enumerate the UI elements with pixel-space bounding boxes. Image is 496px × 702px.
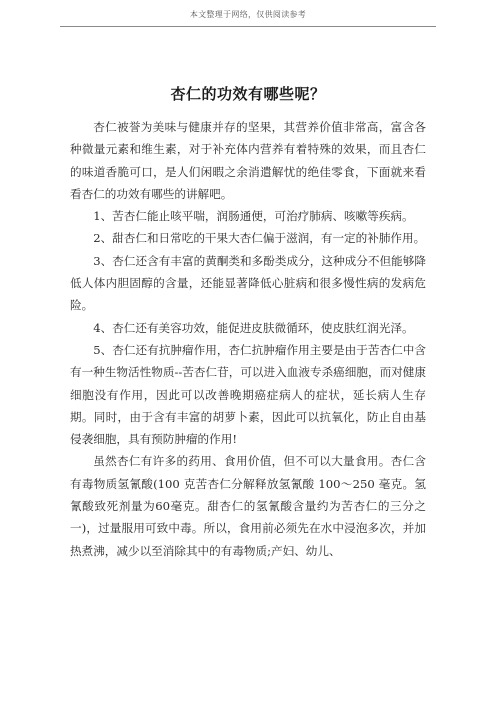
intro-paragraph: 杏仁被誉为美味与健康并存的坚果，其营养价值非常高，富含各种微量元素和维生素，对于补充体内营养有着特殊的效果，而且杏仁的味道香脆可口，是人们闲暇之余消遣解忧的绝佳零食，下面就来看看杏仁的功效有哪些的讲解吧。 bbox=[70, 120, 426, 201]
paragraph-point-4: 4、杏仁还有美容功效，能促进皮肤微循环，使皮肤红润光泽。 bbox=[93, 320, 414, 335]
page-title: 杏仁的功效有哪些呢？ bbox=[170, 85, 326, 103]
paragraph-point-5: 5、杏仁还有抗肿瘤作用，杏仁抗肿瘤作用主要是由于苦杏仁中含有一种生物活性物质--苦杏仁苷，可以进入血液专杀癌细胞，而对健康细胞没有作用，因此可以改善晚期癌症病人的症状，延长病人生存期。同时，由于含有丰富的胡萝卜素，因此可以抗氧化，防止自由基侵袭细胞，具有预防肿瘤的作用! bbox=[70, 342, 426, 447]
header-note: 本文整理于网络，仅供阅读参考 bbox=[189, 10, 307, 19]
caution-paragraph: 虽然杏仁有许多的药用、食用价值，但不可以大量食用。杏仁含有毒物质氢氰酸(100 克苦杏仁分解释放氢氰酸 100～250 毫克。氢氰酸致死剂量为60毫克。甜杏仁的氢氰酸含量约为苦杏仁的三分之一)，过量服用可致中毒。所以，食用前必须先在水中浸泡多次，并加热煮沸，减少以至消除其中的有毒物质;产妇、幼儿、 bbox=[70, 454, 426, 558]
header-divider bbox=[60, 26, 436, 27]
paragraph-point-2: 2、甜杏仁和日常吃的干果大杏仁偏于滋润，有一定的补肺作用。 bbox=[93, 231, 426, 246]
paragraph-point-3: 3、杏仁还含有丰富的黄酮类和多酚类成分，这种成分不但能够降低人体内胆固醇的含量，还能显著降低心脏病和很多慢性病的发病危险。 bbox=[70, 253, 426, 313]
article-body bbox=[70, 116, 426, 562]
paragraph-point-1: 1、苦杏仁能止咳平喘，润肠通便，可治疗肺病、咳嗽等疾病。 bbox=[93, 209, 414, 224]
